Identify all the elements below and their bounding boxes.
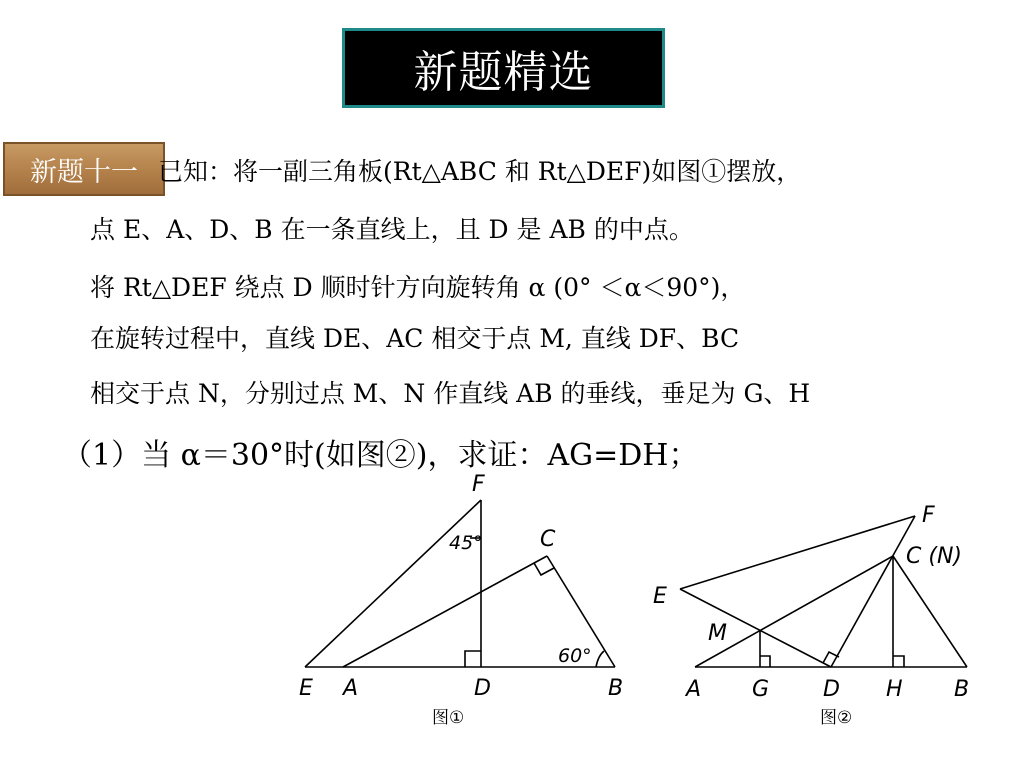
fig1-label-c: C <box>540 527 556 552</box>
fig2-label-h: H <box>886 677 903 702</box>
fig2-label-b: B <box>954 677 970 702</box>
fig2-label-f: F <box>922 503 935 528</box>
fig1-line-ef <box>305 500 481 667</box>
fig1-label-d: D <box>474 676 491 701</box>
fig1-label-a: A <box>343 676 359 701</box>
fig2-label-cn: C (N) <box>906 544 962 569</box>
problem-line-1: 已知：将一副三角板(Rt△ABC 和 Rt△DEF)如图①摆放， <box>158 157 802 186</box>
fig1-line-ac <box>343 556 547 667</box>
fig2-label-a: A <box>686 677 702 702</box>
fig1-right-angle-c <box>534 563 554 575</box>
fig2-line-ed <box>680 589 831 667</box>
problem-tag-label: 新题十一 <box>30 156 138 188</box>
question-1: （1）当 α＝30°时(如图②)，求证：AG=DH； <box>62 438 699 473</box>
fig2-line-cb <box>893 556 967 667</box>
problem-line-2: 点 E、A、D、B 在一条直线上，且 D 是 AB 的中点。 <box>90 215 694 244</box>
problem-line-5: 相交于点 N，分别过点 M、N 作直线 AB 的垂线，垂足为 G、H <box>90 379 811 408</box>
problem-line-4: 在旋转过程中，直线 DE、AC 相交于点 M, 直线 DF、BC <box>90 324 740 353</box>
problem-line-3: 将 Rt△DEF 绕点 D 顺时针方向旋转角 α (0° ＜α＜90°)， <box>90 273 746 302</box>
fig1-label-f: F <box>472 472 485 497</box>
fig2-label-e: E <box>653 584 667 609</box>
fig2-label-m: M <box>708 621 727 646</box>
fig1-angle-45: 45° <box>449 532 483 554</box>
fig2-label-g: G <box>752 677 770 702</box>
figure-1 <box>305 500 615 667</box>
fig1-right-angle-d <box>465 651 481 667</box>
fig1-label-e: E <box>299 676 313 701</box>
page-title: 新题精选 <box>413 47 594 98</box>
fig1-angle-arc-b <box>596 651 604 667</box>
fig1-angle-60: 60° <box>558 645 592 667</box>
fig2-right-angle-h <box>893 656 904 667</box>
fig2-label-d: D <box>823 677 840 702</box>
fig1-label-b: B <box>608 676 624 701</box>
fig1-caption: 图① <box>432 708 465 728</box>
fig2-caption: 图② <box>820 708 853 728</box>
fig2-right-angle-g <box>760 656 770 667</box>
